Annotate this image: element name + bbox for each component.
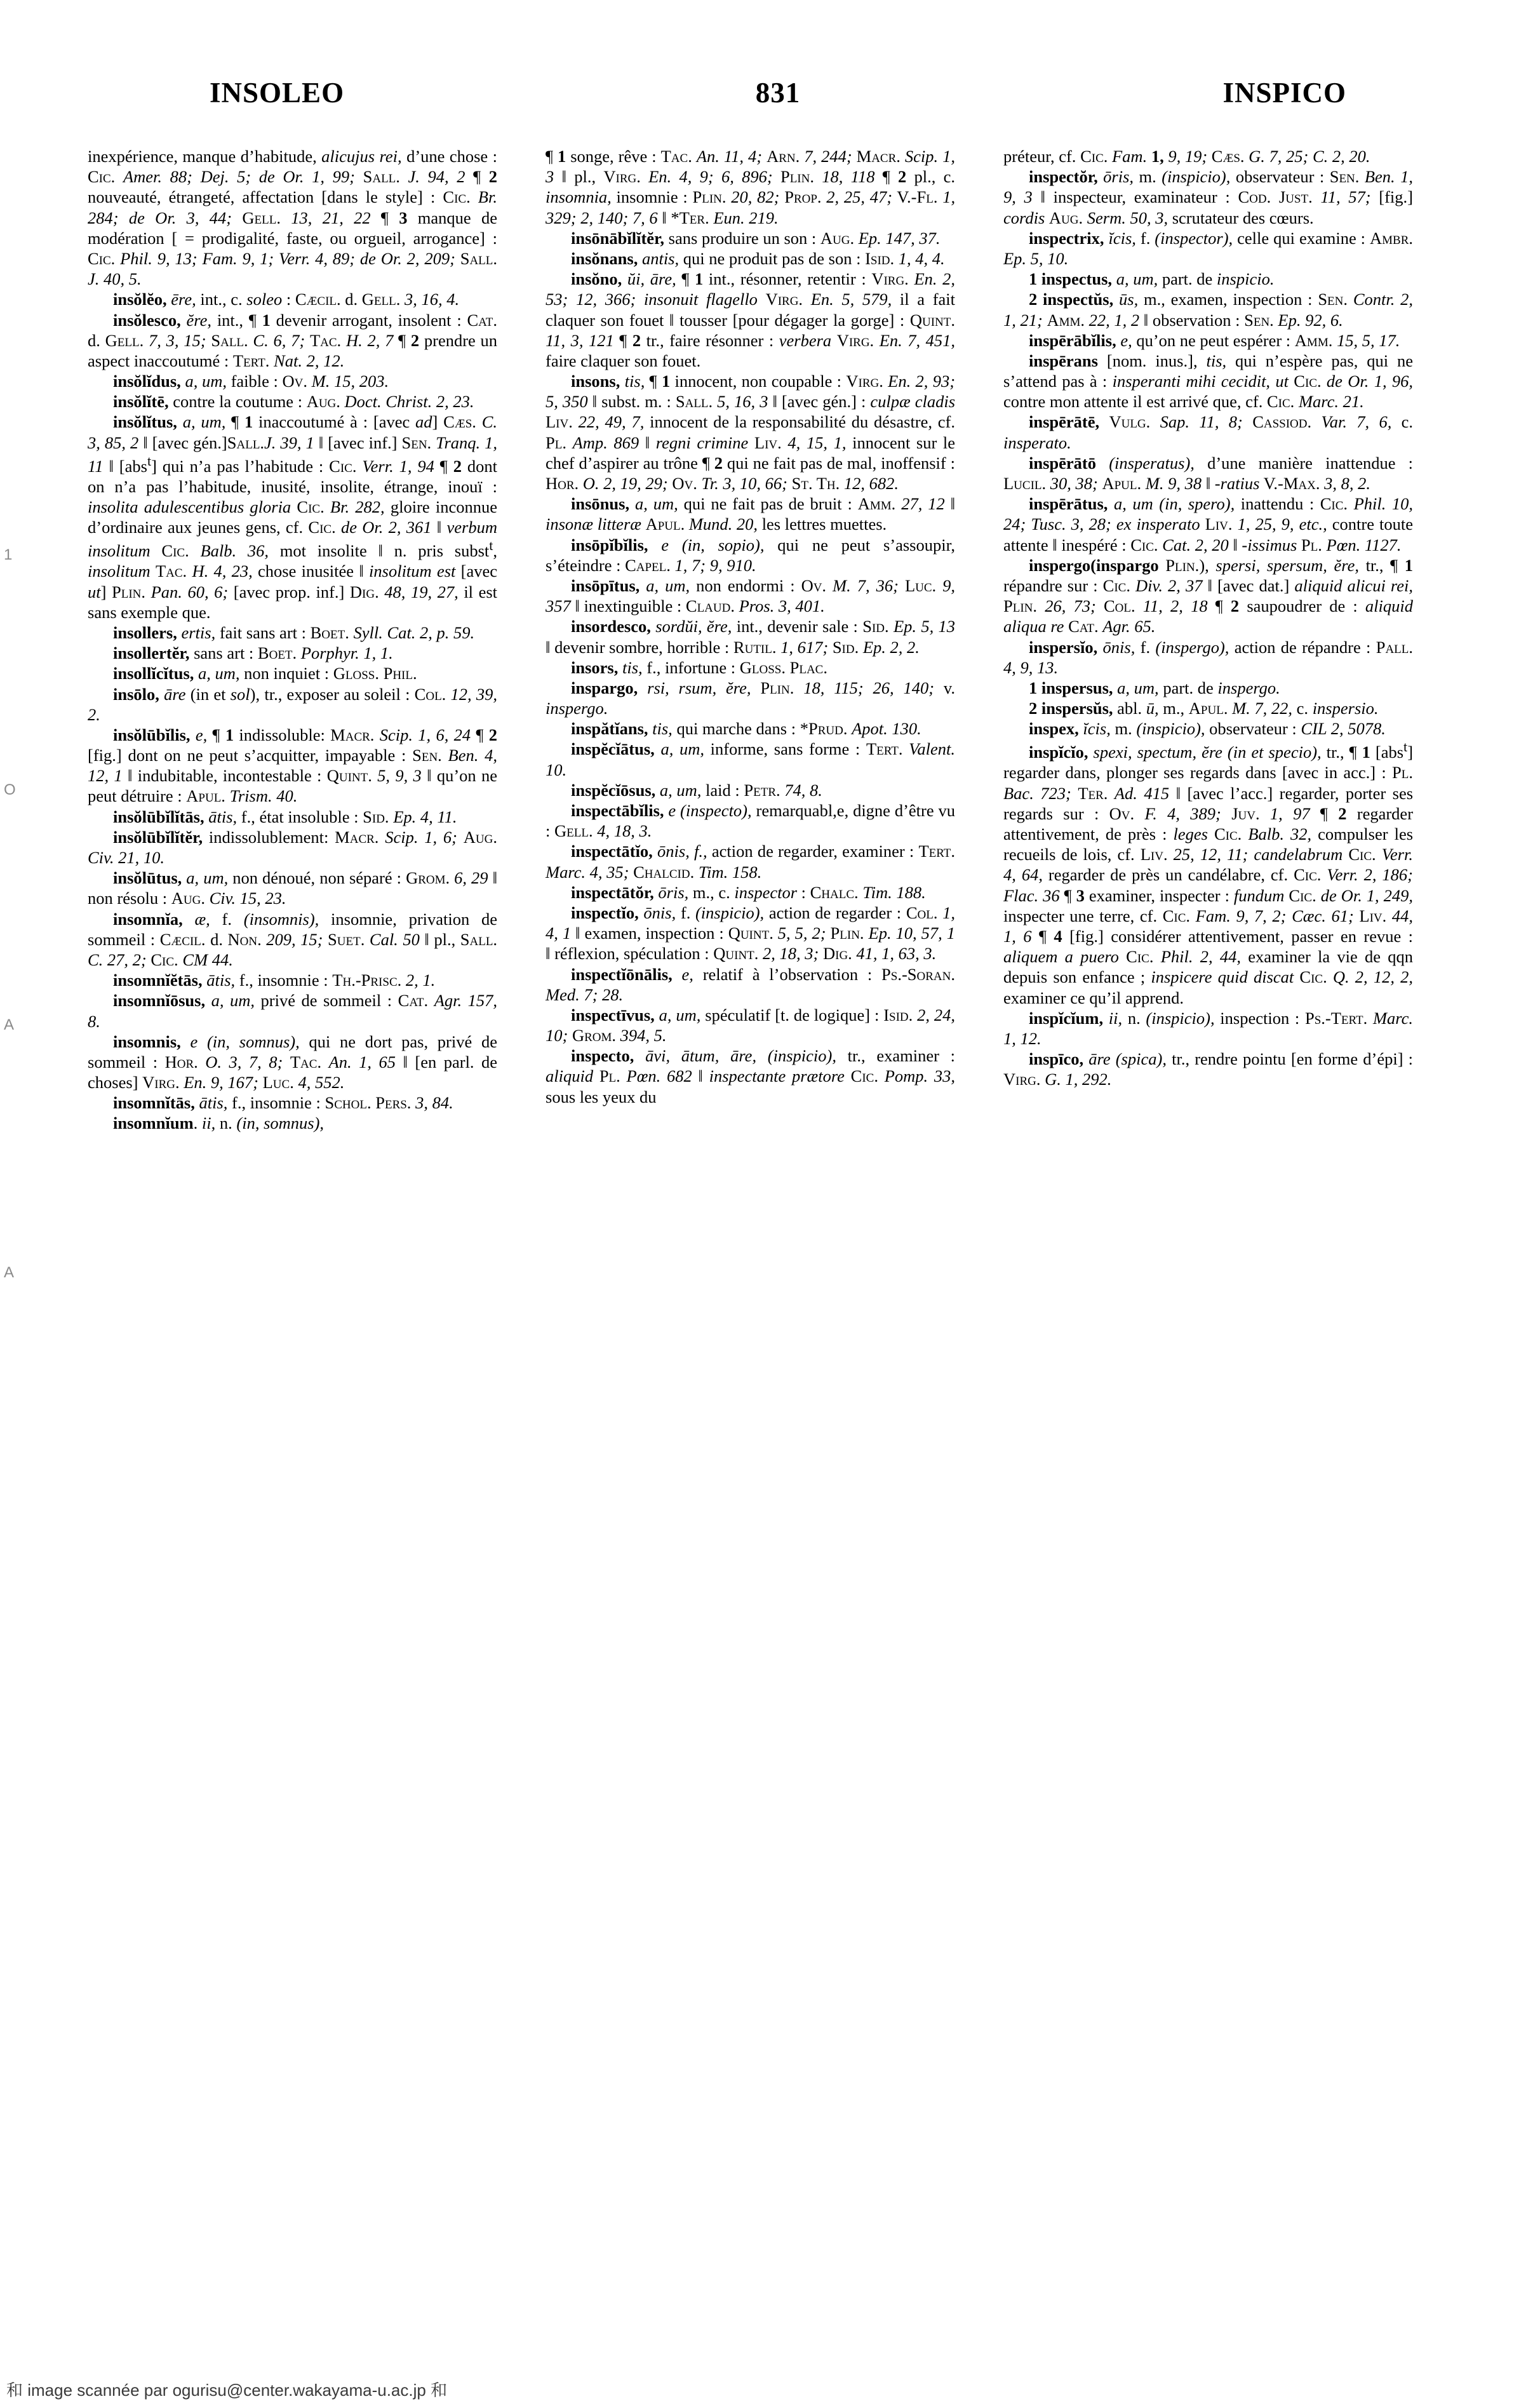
column-gutter-2 [967,146,992,2325]
dictionary-entry: inspĭcĭum, ii, n. (inspicio), inspection : Ps.-Tert. Marc. 1, 12. [1003,1008,1414,1048]
dictionary-entry: insollĭcĭtus, a, um, non inquiet : Gloss. Phil. [113,664,417,683]
dictionary-entry: inspătĭans, tis, qui marche dans : *Prud. Apot. 130. [571,719,921,739]
dictionary-entry: insŏlūbĭlĭtās, ātis, f., état insoluble : Sid. Ep. 4, 11. [113,807,457,826]
dictionary-entry: préteur, cf. Cic. Fam. 1, 9, 19; Cæs. G. 7, 25; C. 2, 20. [1003,147,1370,166]
scan-credit-footer [0,2377,1540,2401]
dictionary-entry: inspectĭōnālis, e, relatif à l’observation : Ps.-Soran. Med. 7; 28. [546,964,955,1004]
page-header [210,76,1346,114]
dictionary-entry: inspērābĭlis, e, qu’on ne peut espérer : Amm. 15, 5, 17. [1029,330,1400,350]
dictionary-entry: insōnābĭlĭtĕr, sans produire un son : Aug. Ep. 147, 37. [571,228,941,248]
dictionary-entry: insomnĭĕtās, ātis, f., insomnie : Th.-Prisc. 2, 1. [113,971,436,990]
dictionary-entry: 2 inspersŭs, abl. ū, m., Apul. M. 7, 22, c. inspersio. [1029,699,1379,718]
dictionary-entry: 2 inspectŭs, ūs, m., examen, inspection : Sen. Contr. 2, 1, 21; Amm. 22, 1, 2 ‖ observation : Sen. Ep. 92, 6. [1003,290,1414,330]
dictionary-entry: insŏlesco, ĕre, int., ¶ 1 devenir arrogant, insolent : Cat. d. Gell. 7, 3, 15; Sall. C. 6, 7; Tac. H. 2, 7 ¶ 2 prendre un aspect inaccoutumé : Tert. Nat. 2, 12. [88,310,498,370]
scan-edge-mark: 1 [4,546,13,563]
dictionary-entry: inspērans [nom. inus.], tis, qui n’espère pas, qui ne s’attend pas à : insperanti mihi cecidit, ut Cic. de Or. 1, 96, contre mon attente il est arrivé que, cf. Cic. Marc. 21. [1003,351,1414,412]
dictionary-entry: ¶ 1 songe, rêve : Tac. An. 11, 4; Arn. 7, 244; Macr. Scip. 1, 3 ‖ pl., Virg. En. 4, 9; 6, 896; Plin. 18, 118 ¶ 2 pl., c. insomnia, insomnie : Plin. 20, 82; Prop. 2, 25, 47; V.-Fl. 1, 329; 2, 140; 7, 6 ‖ *Ter. Eun. 219. [546,147,956,227]
dictionary-entry: insomnĭōsus, a, um, privé de sommeil : Cat. Agr. 157, 8. [88,991,498,1031]
dictionary-entry: inspecto, āvi, ātum, āre, (inspicio), tr., examiner : aliquid Pl. Pœn. 682 ‖ inspectante prætore Cic. Pomp. 33, sous les yeux du [546,1046,955,1106]
dictionary-entry: inspergo(inspargo Plin.), spersi, spersum, ĕre, tr., ¶ 1 répandre sur : Cic. Div. 2, 37 ‖ [avec dat.] aliquid alicui rei, Plin. 26, 73; Col. 11, 2, 18 ¶ 2 saupoudrer de : aliquid aliqua re Cat. Agr. 65. [1003,555,1414,636]
dictionary-entry: insomnĭtās, ātis, f., insomnie : Schol. Pers. 3, 84. [113,1093,453,1113]
dictionary-entry: inspērātō (insperatus), d’une manière inattendue : Lucil. 30, 38; Apul. M. 9, 38 ‖ -ratius V.-Max. 3, 8, 2. [1003,453,1413,493]
dictionary-entry: inspectātĭo, ōnis, f., action de regarder, examiner : Tert. Marc. 4, 35; Chalcid. Tim. 158. [546,842,955,882]
dictionary-entry: insomnis, e (in, somnus), qui ne dort pas, privé de sommeil : Hor. O. 3, 7, 8; Tac. An. 1, 65 ‖ [en parl. de choses] Virg. En. 9, 167; Luc. 4, 552. [88,1032,498,1092]
dictionary-entry: inspargo, rsi, rsum, ĕre, Plin. 18, 115; 26, 140; v. inspergo. [546,678,956,718]
dictionary-entry: inspectīvus, a, um, spéculatif [t. de logique] : Isid. 2, 24, 10; Grom. 394, 5. [546,1005,956,1045]
dictionary-entry: insōpītus, a, um, non endormi : Ov. M. 7, 36; Luc. 9, 357 ‖ inextinguible : Claud. Pros. 3, 401. [546,575,956,616]
column-3 [992,146,1424,2325]
dictionary-entry: inspex, ĭcis, m. (inspicio), observateur : CIL 2, 5078. [1029,719,1386,739]
dictionary-entry: inspĭcĭo, spexi, spectum, ĕre (in et specio), tr., ¶ 1 [abs$^t$] regarder dans, plonger ses regards dans [avec in acc.] : Pl. Bac. 723; Ter. Ad. 415 ‖ [avec l’acc.] regarder, porter ses regards sur : Ov. F. 4, 389; Juv. 1, 97 ¶ 2 regarder attentivement, de près : leges Cic. Balb. 32, compulser les recueils de lois, cf. Liv. 25, 12, 11; candelabrum Cic. Verr. 4, 64, regarder de près un candélabre, cf. Cic. Verr. 2, 186; Flac. 36 ¶ 3 examiner, inspecter : fundum Cic. de Or. 1, 249, inspecter une terre, cf. Cic. Fam. 9, 7, 2; Cæc. 61; Liv. 44, 1, 6 ¶ 4 [fig.] considérer attentivement, passer en revue : aliquem a puero Cic. Phil. 2, 44, examiner la vie de qqn depuis son enfance ; inspicere quid discat Cic. Q. 2, 12, 2, examiner ce qu’il apprend. [1003,739,1414,1007]
dictionary-entry: insŏlĕo, ēre, int., c. soleo : Cæcil. d. Gell. 3, 16, 4. [113,290,460,309]
header-left-guideword: INSOLEO [210,77,345,109]
dictionary-entry: insŏlĭdus, a, um, faible : Ov. M. 15, 203. [113,372,389,391]
dictionary-entry: insŏlūbĭlis, e, ¶ 1 indissoluble: Macr. Scip. 1, 6, 24 ¶ 2 [fig.] dont on ne peut s’acquitter, impayable : Sen. Ben. 4, 12, 1 ‖ indubitable, incontestable : Quint. 5, 9, 3 ‖ qu’on ne peut détruire : Apul. Trism. 40. [88,725,498,806]
scan-edge-mark: O [4,781,16,798]
page-number: 831 [755,77,801,109]
dictionary-entry: inspectĭo, ōnis, f. (inspicio), action de regarder : Col. 1, 4, 1 ‖ examen, inspection : Quint. 5, 5, 2; Plin. Ep. 10, 57, 1 ‖ réflexion, spéculation : Quint. 2, 18, 3; Dig. 41, 1, 63, 3. [546,903,955,964]
dictionary-entry: inspīco, āre (spica), tr., rendre pointu [en forme d’épi] : Virg. G. 1, 292. [1003,1049,1414,1089]
dictionary-entry: insŏlūbĭlĭtĕr, indissolublement: Macr. Scip. 1, 6; Aug. Civ. 21, 10. [88,827,498,868]
dictionary-entry: inspĕcĭōsus, a, um, laid : Petr. 74, 8. [571,780,822,800]
dictionary-entry: inexpérience, manque d’habitude, alicujus rei, d’une chose : Cic. Amer. 88; Dej. 5; de Or. 1, 99; Sall. J. 94, 2 ¶ 2 nouveauté, étrangeté, affectation [dans le style] : Cic. Br. 284; de Or. 3, 44; Gell. 13, 21, 22 ¶ 3 manque de modération [ = prodigalité, faste, ou orgueil, arrogance] : Cic. Phil. 9, 13; Fam. 9, 1; Verr. 4, 89; de Or. 2, 209; Sall. J. 40, 5. [88,147,498,289]
dictionary-entry: insŏlĭtus, a, um, ¶ 1 inaccoutumé à : [avec ad] Cæs. C. 3, 85, 2 ‖ [avec gén.]Sall.J. 39, 1 ‖ [avec inf.] Sen. Tranq. 1, 11 ‖ [abs$^t$] qui n’a pas l’habitude : Cic. Verr. 1, 94 ¶ 2 dont on n’a pas l’habitude, inusité, insolite, étrange, inouï : insolita adulescentibus gloria Cic. Br. 282, gloire inconnue d’ordinaire aux jeunes gens, cf. Cic. de Or. 2, 361 ‖ verbum insolitum Cic. Balb. 36, mot insolite ‖ n. pris subst$^t$, insolitum Tac. H. 4, 23, chose inusitée ‖ insolitum est [avec ut] Plin. Pan. 60, 6; [avec prop. inf.] Dig. 48, 19, 27, il est sans exemple que. [88,412,498,622]
dictionary-entry: insordesco, sordŭi, ĕre, int., devenir sale : Sid. Ep. 5, 13 ‖ devenir sombre, horrible : Rutil. 1, 617; Sid. Ep. 2, 2. [546,617,956,657]
dictionary-entry: inspectrix, ĭcis, f. (inspector), celle qui examine : Ambr. Ep. 5, 10. [1003,228,1414,268]
dictionary-entry: inspectātŏr, ōris, m., c. inspector : Chalc. Tim. 188. [571,882,926,902]
dictionary-entry: insors, tis, f., infortune : Gloss. Plac. [571,657,827,677]
text-columns [76,146,1464,2325]
column-2 [534,146,967,2325]
dictionary-entry: 1 inspersus, a, um, part. de inspergo. [1029,678,1280,697]
dictionary-entry: insōnus, a, um, qui ne fait pas de bruit : Amm. 27, 12 ‖ insonæ litteræ Apul. Mund. 20, les lettres muettes. [546,494,956,534]
dictionary-entry: inspectŏr, ōris, m. (inspicio), observateur : Sen. Ben. 1, 9, 3 ‖ inspecteur, examinateur : Cod. Just. 11, 57; [fig.] cordis Aug. Serm. 50, 3, scrutateur des cœurs. [1003,167,1414,227]
dictionary-entry: insōpĭbĭlis, e (in, sopio), qui ne peut s’assoupir, s’éteindre : Capel. 1, 7; 9, 910. [546,535,956,575]
dictionary-entry: insŏlūtus, a, um, non dénoué, non séparé : Grom. 6, 29 ‖ non résolu : Aug. Civ. 15, 23. [88,868,498,908]
dictionary-entry: inspērātus, a, um (in, spero), inattendu : Cic. Phil. 10, 24; Tusc. 3, 28; ex insperato Liv. 1, 25, 9, etc., contre toute attente ‖ inespéré : Cic. Cat. 2, 20 ‖ -issimus Pl. Pœn. 1127. [1003,494,1414,554]
dictionary-entry: 1 inspectus, a, um, part. de inspicio. [1029,269,1275,289]
dictionary-entry: insomnĭum. ii, n. (in, somnus), [113,1113,325,1133]
dictionary-entry: insomnĭa, æ, f. (insomnis), insomnie, privation de sommeil : Cæcil. d. Non. 209, 15; Suet. Cal. 50 ‖ pl., Sall. C. 27, 2; Cic. CM 44. [88,909,498,969]
dictionary-entry: insŏnans, antis, qui ne produit pas de son : Isid. 1, 4, 4. [571,248,945,268]
dictionary-entry: insons, tis, ¶ 1 innocent, non coupable : Virg. En. 2, 93; 5, 350 ‖ subst. m. : Sall. 5, 16, 3 ‖ [avec gén.] : culpæ cladis Liv. 22, 49, 7, innocent de la responsabilité du désastre, cf. Pl. Amp. 869 ‖ regni crimine Liv. 4, 15, 1, innocent sur le chef d’aspirer au trône ¶ 2 qui ne fait pas de mal, inoffensif : Hor. O. 2, 19, 29; Ov. Tr. 3, 10, 66; St. Th. 12, 682. [546,372,956,493]
dictionary-entry: inspectābĭlis, e (inspecto), remarquabl,e, digne d’être vu : Gell. 4, 18, 3. [546,801,955,841]
dictionary-entry: insŏno, ŭi, āre, ¶ 1 int., résonner, retentir : Virg. En. 2, 53; 12, 366; insonuit flagello Virg. En. 5, 579, il a fait claquer son fouet ‖ tousser [pour dégager la gorge] : Quint. 11, 3, 121 ¶ 2 tr., faire résonner : verbera Virg. En. 7, 451, faire claquer son fouet. [546,269,956,370]
dictionary-entry: insollertĕr, sans art : Boet. Porphyr. 1, 1. [113,643,393,663]
header-right-guideword: INSPICO [1222,77,1346,109]
column-gutter-1 [509,146,534,2325]
dictionary-entry: inspērātē, Vulg. Sap. 11, 8; Cassiod. Var. 7, 6, c. insperato. [1003,412,1414,452]
scan-edge-mark: A [4,1016,15,1033]
dictionary-entry: insŏlĭtē, contre la coutume : Aug. Doct. Christ. 2, 23. [113,392,474,412]
scan-credit-text: 和 image scannée par ogurisu@center.wakayama-u.ac.jp 和 [6,2381,448,2400]
dictionary-entry: inspersĭo, ōnis, f. (inspergo), action de répandre : Pall. 4, 9, 13. [1003,637,1414,677]
dictionary-entry: insollers, ertis, fait sans art : Boet. Syll. Cat. 2, p. 59. [113,622,475,642]
dictionary-entry: inspĕcĭātus, a, um, informe, sans forme : Tert. Valent. 10. [546,739,956,779]
dictionary-entry: insōlo, āre (in et sol), tr., exposer au soleil : Col. 12, 39, 2. [88,684,498,724]
column-1 [76,146,509,2325]
scan-edge-mark: A [4,1264,15,1281]
